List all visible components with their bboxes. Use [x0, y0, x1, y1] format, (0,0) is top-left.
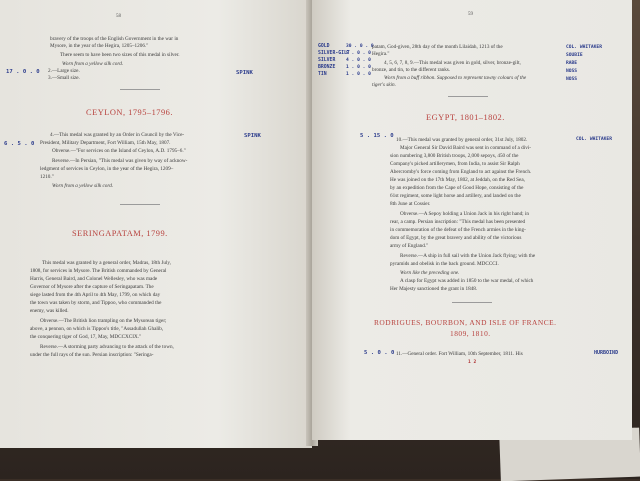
text-line: This medal was granted by a general order, Madras, 18th July,	[42, 260, 171, 266]
text-line: siege lasted from the 4th April to 4th May, 1799, on which day	[30, 292, 161, 298]
handwritten-metal: BRONZE	[318, 65, 336, 70]
handwritten-provenance: COL. WHITAKER	[576, 137, 612, 142]
text-line: Worn from a yellow silk cord.	[62, 61, 124, 67]
text-line: the conquering tiger of God, 17, May, MDCCXCIX."	[30, 334, 142, 340]
text-line: Worn from a buff ribbon. Supposed to represent tawny colours of the	[384, 75, 527, 81]
handwritten-price: 5 . 0 . 0	[364, 350, 395, 356]
text-line: bronze, and tin, to the different ranks.	[372, 67, 451, 73]
text-line: Reverse.—A storming party advancing to the attack of the town,	[40, 344, 174, 350]
section-heading-egypt: EGYPT, 1801–1802.	[426, 113, 505, 122]
divider	[452, 302, 492, 303]
text-line: 4, 5, 6, 7, 8, 9.—This medal was given in gold, silver, bronze-gilt,	[384, 60, 521, 66]
text-line: President, Military Department, Fort William, 15th May, 1807.	[40, 140, 171, 146]
text-line: rear, a camp. Persian inscription: "This medal has been presented	[390, 219, 526, 225]
text-line: He was joined on the 17th May, 1802, at Jeddah, on the Red Sea,	[390, 177, 525, 183]
text-line: patam, God-given, 28th day of the month Lilaidah, 1213 of the	[372, 44, 503, 50]
text-line: by an expedition from the Cape of Good Hope, consisting of the	[390, 185, 524, 191]
text-line: Reverse.—In Persian, "This medal was given by way of acknow-	[52, 158, 188, 164]
text-line: the town was taken by storm, and Tippoo, who commanded the	[30, 300, 162, 306]
handwritten-metal: GOLD	[318, 44, 330, 49]
text-line: Abercromby's force coming from England to act against the French.	[390, 169, 532, 175]
handwritten-price: 5 . 0 . 0	[346, 51, 371, 56]
handwritten-price: 4 . 0 . 0	[346, 58, 371, 63]
text-line: Mysore, in the year of the Hegira, 1205–1206."	[50, 43, 149, 49]
handwritten-metal: SILVER-GILT	[318, 51, 350, 56]
text-line: pyramids and obelisk in the back ground. MDCCCI.	[390, 261, 499, 267]
text-line: 1808, for services in Mysore. The British commanded by General	[30, 268, 167, 274]
text-line: sion numbering 3,800 British troops, 2,000 sepoys, 450 of the	[390, 153, 519, 159]
text-line: Worn like the preceding one.	[400, 270, 460, 276]
text-line: tiger's skin.	[372, 82, 396, 88]
handwritten-price: 17 . 0 . 0	[6, 69, 40, 75]
section-heading-ceylon: CEYLON, 1795–1796.	[86, 108, 173, 117]
divider	[120, 89, 160, 90]
text-line: Harris, General Baird, and Colonel Wellesley, who was made	[30, 276, 158, 282]
text-line: Her Majesty sanctioned the grant in 1848.	[390, 286, 478, 292]
text-line: Worn from a yellow silk cord.	[52, 183, 114, 189]
section-heading-rodrigues: RODRIGUES, BOURBON, AND ISLE OF FRANCE.	[374, 318, 557, 327]
page-number: 59	[468, 12, 473, 17]
left-page	[0, 0, 312, 448]
text-line: 61st regiment, some light horse and artillery, and landed on the	[390, 193, 521, 199]
text-line: 4.—This medal was granted by an Order in Council by the Vice-	[50, 132, 185, 138]
handwritten-provenance: NOSS	[566, 77, 578, 82]
text-line: in commemoration of the defeat of the French armies in the king-	[390, 227, 526, 233]
handwritten-price: 5 . 15 . 0	[360, 133, 394, 139]
text-line: 10.—This medal was granted by general order, 31st July, 1802.	[396, 137, 528, 143]
handwritten-dealer: SPINK	[236, 70, 253, 76]
text-line: There seem to have been two sizes of this medal in silver.	[60, 52, 180, 58]
handwritten-provenance: COL. WHITAKER	[566, 45, 602, 50]
handwritten-dealer: SPINK	[244, 133, 261, 139]
text-line: 11.—General order. Fort William, 10th September, 1811. His	[396, 351, 523, 357]
text-line: Governor of Mysore after the capture of Seringapatam. The	[30, 284, 154, 290]
section-heading-rodrigues-years: 1809, 1810.	[450, 329, 491, 338]
handwritten-mark: 1 2	[468, 360, 477, 365]
text-line: enemy, was killed.	[30, 308, 69, 314]
text-line: A clasp for Egypt was added in 1850 to the war medal, of which	[400, 278, 534, 284]
text-line: 3.—Small size.	[48, 75, 80, 81]
divider	[120, 204, 160, 205]
handwritten-provenance: SOUBIE	[566, 53, 583, 58]
divider	[448, 96, 488, 97]
page-number: 58	[116, 14, 121, 19]
text-line: Major General Sir David Baird was sent in command of a divi-	[400, 145, 531, 151]
handwritten-metal: TIN	[318, 72, 327, 77]
handwritten-price: 30 . 0 . 0	[346, 44, 374, 49]
text-line: bravery of the troops of the English Government in the war in	[50, 36, 179, 42]
text-line: Company's picked artillerymen, from India, to assist Sir Ralph	[390, 161, 520, 167]
text-line: Reverse.—A ship in full sail with the Union Jack flying; with the	[400, 253, 536, 259]
handwritten-provenance: NOSS	[566, 69, 578, 74]
text-line: under the full rays of the sun. Persian inscription: "Seringa-	[30, 352, 154, 358]
text-line: ledgment of services in Ceylon, in the year of the Hegira, 1209–	[40, 166, 174, 172]
text-line: 8th June at Cossier.	[390, 201, 431, 207]
handwritten-provenance: HURBOIND	[594, 350, 619, 356]
section-heading-seringapatam: SERINGAPATAM, 1799.	[72, 229, 168, 238]
text-line: dom of Egypt, by the great bravery and ability of the victorious	[390, 235, 522, 241]
text-line: Obverse.—"For services on the Island of Ceylon, A.D. 1795–6."	[52, 148, 186, 154]
text-line: Hegira."	[372, 51, 390, 57]
text-line: 2.—Large size.	[48, 68, 80, 74]
handwritten-price: 6 . 5 . 0	[4, 141, 35, 147]
handwritten-metal: SILVER	[318, 58, 336, 63]
text-line: Obverse.—A Sepoy holding a Union Jack in his right hand; in	[400, 211, 529, 217]
text-line: Obverse.—The British lion trampling on the Mysorean tiger;	[40, 318, 167, 324]
text-line: army of England."	[390, 243, 429, 249]
text-line: 1210."	[40, 174, 54, 180]
handwritten-provenance: RABE	[566, 61, 578, 66]
text-line: above, a pennon, on which is Tippoo's title, "Assadullah Ghalib,	[30, 326, 164, 332]
right-page	[312, 0, 632, 440]
handwritten-price: 1 . 0 . 0	[346, 65, 371, 70]
handwritten-price: 1 . 0 . 0	[346, 72, 371, 77]
